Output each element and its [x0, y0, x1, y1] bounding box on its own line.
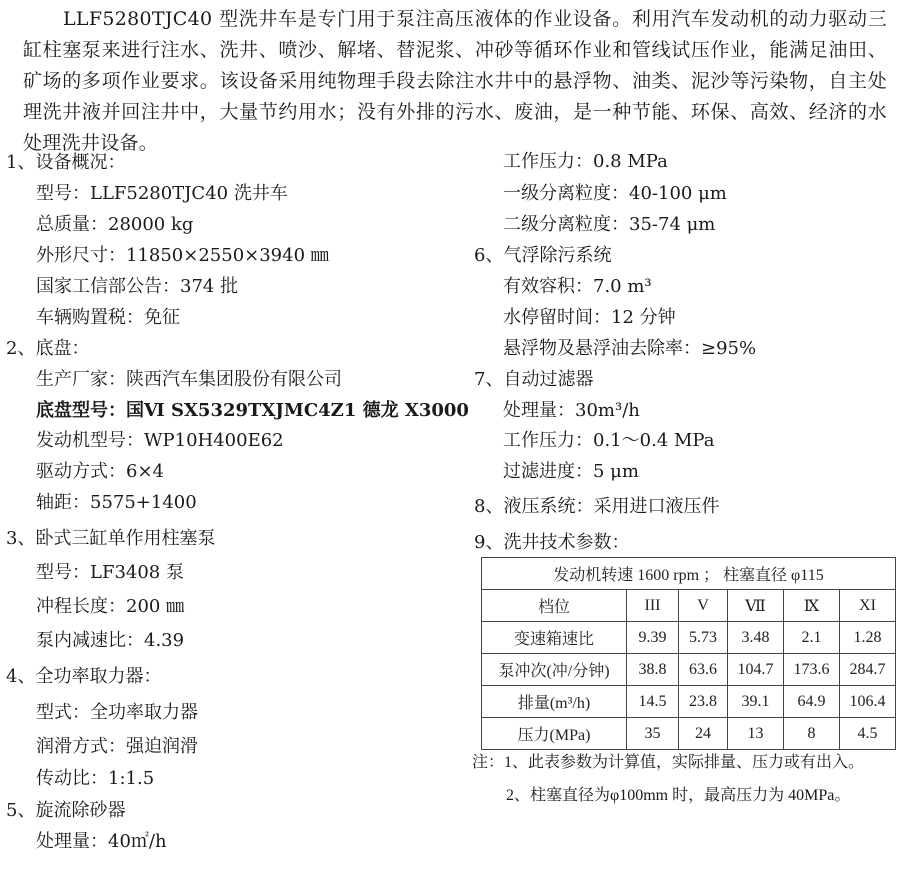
spec-lubrication: 润滑方式：强迫润滑: [36, 736, 198, 757]
table-cell: 35: [627, 718, 679, 750]
spec-engine-model: 发动机型号：WP10H400E62: [36, 430, 284, 451]
spec-removal-rate: 悬浮物及悬浮油去除率：≥95%: [503, 338, 757, 359]
table-cell: 173.6: [784, 654, 840, 686]
table-cell: 63.6: [679, 654, 728, 686]
section-6-title: 6、气浮除污系统: [474, 245, 612, 266]
spec-secondary-separation: 二级分离粒度：35-74 μm: [503, 214, 716, 235]
table-row: [482, 686, 896, 718]
table-cell: 64.9: [784, 686, 840, 718]
spec-desander-capacity: 处理量：40㎡/h: [36, 831, 167, 852]
intro-paragraph: LLF5280TJC40 型洗井车是专门用于泵注高压液体的作业设备。利用汽车发动机的动力驱动三缸柱塞泵来进行注水、洗井、喷沙、解堵、替泥浆、冲砂等循环作业和管线试压作业，能满足油田、矿场的多项作业要求。该设备采用纯物理手段去除注水井中的悬浮物、油类、泥沙等污染物，自主处理洗井液并回注井中，大量节约用水；没有外排的污水、废油，是一种节能、环保、高效、经济的水处理洗井设备。: [23, 8, 887, 154]
table-header-cell: XI: [840, 590, 896, 622]
table-header-row: [482, 590, 896, 622]
spec-purchase-tax: 车辆购置税：免征: [36, 307, 180, 328]
section-8-title: 8、液压系统：采用进口液压件: [474, 496, 720, 517]
section-2-title: 2、底盘：: [6, 338, 90, 359]
table-cell: 284.7: [840, 654, 896, 686]
table-cell: 13: [728, 718, 784, 750]
table-note-1: 注：1、此表参数为计算值，实际排量、压力或有出入。: [472, 754, 865, 771]
table-row: [482, 622, 896, 654]
spec-wheelbase: 轴距：5575+1400: [36, 492, 197, 513]
spec-dimensions: 外形尺寸：11850×2550×3940 ㎜: [36, 245, 329, 266]
table-cell: 104.7: [728, 654, 784, 686]
table-header-cell: 档位: [482, 590, 627, 622]
table-row: [482, 654, 896, 686]
spec-model: 型号：LLF5280TJC40 洗井车: [36, 183, 288, 204]
table-cell: 9.39: [627, 622, 679, 654]
table-header-cell: Ⅸ: [784, 590, 840, 622]
table-caption-row: [482, 558, 896, 590]
table-cell: 39.1: [728, 686, 784, 718]
spec-filter-capacity: 处理量：30m³/h: [503, 400, 640, 421]
well-washing-parameters-table: [481, 557, 896, 750]
table-header-cell: V: [679, 590, 728, 622]
section-5-title: 5、旋流除砂器: [6, 800, 126, 821]
spec-pto-type: 型式：全功率取力器: [36, 702, 198, 723]
table-header-cell: III: [627, 590, 679, 622]
table-row: [482, 718, 896, 750]
table-cell: 2.1: [784, 622, 840, 654]
table-cell: 变速箱速比: [482, 622, 627, 654]
table-cell: 24: [679, 718, 728, 750]
spec-manufacturer: 生产厂家：陕西汽车集团股份有限公司: [36, 369, 342, 390]
section-7-title: 7、自动过滤器: [474, 369, 594, 390]
spec-retention-time: 水停留时间：12 分钟: [503, 307, 676, 328]
spec-primary-separation: 一级分离粒度：40-100 μm: [503, 183, 727, 204]
table-note-2: 2、柱塞直径为φ100mm 时，最高压力为 40MPa。: [506, 787, 851, 804]
spec-chassis-model: 底盘型号：国Ⅵ SX5329TXJMC4Z1 德龙 X3000: [36, 400, 469, 421]
spec-filter-precision: 过滤进度：5 μm: [503, 461, 639, 482]
spec-filter-pressure: 工作压力：0.1～0.4 MPa: [503, 430, 715, 451]
spec-total-mass: 总质量：28000 kg: [36, 214, 194, 235]
table-cell: 23.8: [679, 686, 728, 718]
section-1-title: 1、设备概况：: [6, 152, 126, 173]
spec-stroke-length: 冲程长度：200 ㎜: [36, 596, 185, 617]
section-4-title: 4、全功率取力器：: [6, 666, 162, 687]
table-cell: 4.5: [840, 718, 896, 750]
section-9-title: 9、洗井技术参数：: [474, 532, 630, 553]
spec-desander-pressure: 工作压力：0.8 MPa: [503, 151, 668, 172]
table-cell: 14.5: [627, 686, 679, 718]
table-cell: 排量(m³/h): [482, 686, 627, 718]
table-cell: 压力(MPa): [482, 718, 627, 750]
table-cell: 106.4: [840, 686, 896, 718]
section-3-title: 3、卧式三缸单作用柱塞泵: [6, 528, 216, 549]
spec-transmission-ratio: 传动比：1:1.5: [36, 768, 155, 789]
table-cell: 1.28: [840, 622, 896, 654]
spec-reduction-ratio: 泵内减速比：4.39: [36, 630, 185, 651]
table-cell: 5.73: [679, 622, 728, 654]
spec-pump-model: 型号：LF3408 泵: [36, 562, 184, 583]
table-cell: 3.48: [728, 622, 784, 654]
spec-effective-volume: 有效容积：7.0 m³: [503, 276, 652, 297]
table-cell: 38.8: [627, 654, 679, 686]
table-cell: 泵冲次(冲/分钟): [482, 654, 627, 686]
table-cell: 8: [784, 718, 840, 750]
spec-announcement: 国家工信部公告：374 批: [36, 276, 239, 297]
table-caption: 发动机转速 1600 rpm ； 柱塞直径 φ115: [482, 558, 896, 590]
spec-drive-type: 驱动方式：6×4: [36, 461, 164, 482]
table-header-cell: Ⅶ: [728, 590, 784, 622]
